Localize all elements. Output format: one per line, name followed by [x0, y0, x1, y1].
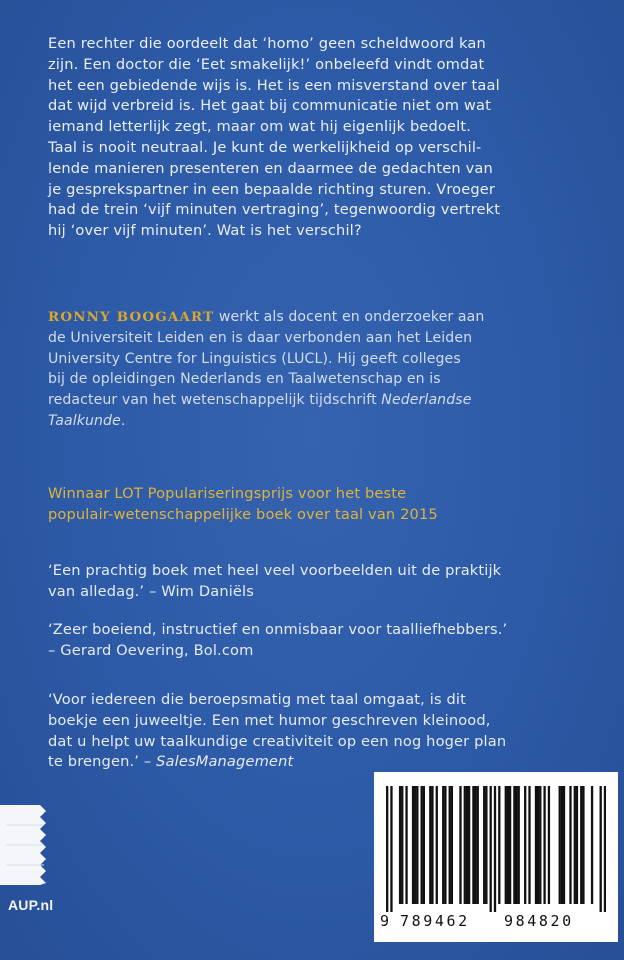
barcode-bar	[416, 786, 418, 904]
author-name: RONNY BOOGAART	[48, 309, 215, 325]
barcode-bar	[468, 786, 470, 904]
review-quote	[48, 561, 593, 603]
author-bio-text: .	[120, 412, 126, 429]
blurb-line: iemand letterlijk zegt, maar om wat hij eigenlijk bedoelt.	[48, 118, 472, 136]
barcode-bar	[412, 786, 414, 904]
barcode-bar	[524, 786, 526, 904]
barcode-bar	[559, 786, 561, 904]
barcode-bar	[591, 786, 593, 904]
barcode-bar	[543, 786, 545, 904]
barcode-bar	[563, 786, 565, 904]
barcode-bar	[451, 786, 453, 904]
barcode-bar	[490, 786, 492, 912]
barcode-bar	[423, 786, 425, 904]
barcode-bar	[405, 786, 407, 904]
barcode-bar	[494, 786, 496, 912]
blurb-line: het een gebiedende wijs is. Het is een misverstand over taal	[48, 76, 500, 94]
barcode-bar	[477, 786, 479, 904]
review-quote	[48, 690, 593, 773]
quote-line: – Gerard Oevering, Bol.com	[48, 641, 254, 659]
barcode-bar	[515, 786, 517, 904]
prize-announcement	[48, 484, 593, 526]
barcode-bar	[414, 786, 416, 904]
barcode-bar	[498, 786, 500, 904]
barcode-bar	[528, 786, 530, 904]
barcode-bar	[580, 786, 582, 904]
barcode-bars	[386, 786, 606, 912]
author-bio-line: de Universiteit Leiden en is daar verbonden aan het Leiden	[48, 329, 473, 346]
quote-source: SalesManagement	[156, 753, 294, 771]
review-quote	[48, 620, 593, 662]
barcode-bar	[513, 786, 515, 904]
barcode-bar	[505, 786, 507, 904]
barcode-bar	[431, 786, 433, 904]
barcode-bar	[472, 786, 474, 904]
quote-line: boekje een juweeltje. Een met humor geschreven kleinood,	[48, 711, 491, 729]
author-bio	[48, 307, 593, 432]
quote-line: van alledag.’ – Wim Daniëls	[48, 582, 255, 600]
barcode-bar	[537, 786, 539, 904]
barcode-digits-group: 789462	[400, 912, 470, 930]
barcode-digits-group: 984820	[504, 912, 574, 930]
barcode-bar	[466, 786, 468, 904]
barcode-bar	[449, 786, 451, 904]
author-bio-line	[48, 411, 593, 432]
barcode-bar	[436, 786, 438, 904]
barcode-bar	[604, 786, 606, 912]
blurb-line: zijn. Een doctor die ‘Eet smakelijk!’ onbeleefd vindt omdat	[48, 55, 485, 73]
barcode-bar	[507, 786, 509, 904]
barcode-bar	[483, 786, 485, 904]
prize-line: populair-wetenschappelijke boek over taal van 2015	[48, 505, 438, 523]
quote-text: te brengen.’ –	[48, 753, 157, 771]
barcode-bar	[444, 786, 446, 904]
prize-line: Winnaar LOT Populariseringsprijs voor het beste	[48, 485, 407, 502]
journal-title: Taalkunde	[48, 412, 121, 429]
barcode-bar	[561, 786, 563, 904]
barcode-bar	[401, 786, 403, 904]
barcode-bar	[442, 786, 444, 904]
publisher-logo: AUP.nl	[8, 897, 54, 913]
journal-title: Nederlandse	[381, 392, 472, 409]
barcode-bar	[429, 786, 431, 904]
barcode-bar	[421, 786, 423, 904]
barcode-bar	[569, 786, 571, 904]
author-bio-line: bij de opleidingen Nederlands en Taalwetenschap en is	[48, 371, 441, 388]
barcode-bar	[576, 786, 578, 904]
blurb-line: Een rechter die oordeelt dat ‘homo’ geen scheldwoord kan	[48, 35, 486, 52]
quote-line: ‘Voor iedereen die beroepsmatig met taal omgaat, is dit	[48, 691, 466, 708]
author-bio-text: werkt als docent en onderzoeker aan	[214, 309, 485, 325]
quote-line: ‘Zeer boeiend, instructief en onmisbaar voor taalliefhebbers.’	[48, 621, 508, 638]
quote-line: dat u helpt uw taalkundige creativiteit op een nog hoger plan	[48, 732, 507, 750]
blurb-line: hij ‘over vijf minuten’. Wat is het verschil?	[48, 222, 362, 240]
barcode-bar	[509, 786, 511, 904]
barcode-bar	[600, 786, 602, 912]
author-bio-line: University Centre for Linguistics (LUCL). Hij geeft colleges	[48, 350, 461, 367]
blurb-line: je gesprekspartner in een bepaalde richting sturen. Vroeger	[48, 180, 496, 198]
blurb-line: had de trein ‘vijf minuten vertraging’, tegenwoordig vertrekt	[48, 201, 501, 219]
blurb-line: Taal is nooit neutraal. Je kunt de werkelijkheid op verschil-	[48, 138, 482, 156]
author-bio-line	[48, 307, 593, 328]
back-cover-blurb	[48, 34, 593, 242]
barcode-bar	[485, 786, 487, 904]
isbn-barcode	[374, 772, 618, 942]
quote-line: ‘Een prachtig boek met heel veel voorbeelden uit de praktijk	[48, 562, 502, 579]
barcode-bar	[548, 786, 550, 904]
barcode-bar	[535, 786, 537, 904]
cover-edge-tab	[0, 805, 46, 885]
barcode-bar	[390, 786, 392, 912]
barcode-bar	[539, 786, 541, 904]
blurb-line: lende manieren presenteren en daarmee de gedachten van	[48, 159, 493, 177]
blurb-line: dat wijd verbreid is. Het gaat bij communicatie niet om wat	[48, 97, 491, 115]
barcode-bar	[464, 786, 466, 904]
quote-line	[48, 752, 593, 773]
barcode-bar	[459, 786, 461, 904]
barcode-bar	[386, 786, 388, 912]
barcode-bar	[518, 786, 520, 904]
barcode-digit-first: 9	[380, 912, 390, 930]
barcode-bar	[399, 786, 401, 904]
barcode-bar	[474, 786, 476, 904]
barcode-bar	[582, 786, 584, 904]
barcode-bar	[574, 786, 576, 904]
author-bio-line	[48, 390, 593, 411]
author-bio-text: redacteur van het wetenschappelijk tijdschrift	[48, 392, 382, 409]
